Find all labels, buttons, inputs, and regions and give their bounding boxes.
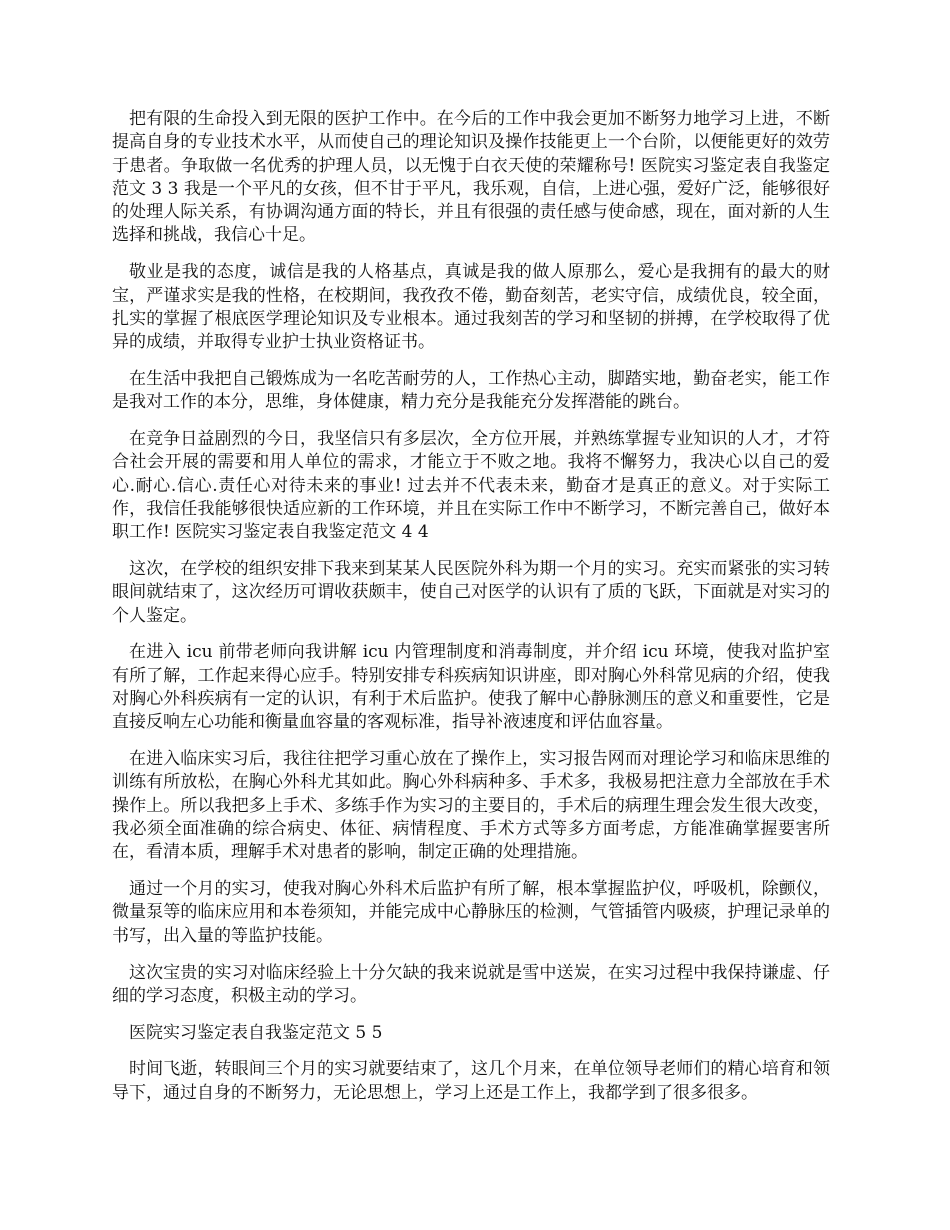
paragraph-3: 在生活中我把自己锻炼成为一名吃苦耐劳的人，工作热心主动，脚踏实地，勤奋老实，能工作是我对工作的本分，思维，身体健康，精力充分是我能充分发挥潜能的跳台。 — [112, 368, 830, 413]
paragraph-9: 这次宝贵的实习对临床经验上十分欠缺的我来说就是雪中送炭，在实习过程中我保持谦虚、仔细的学习态度，积极主动的学习。 — [112, 962, 830, 1006]
section-heading: 医院实习鉴定表自我鉴定范文 5 5 — [129, 1022, 383, 1043]
paragraph-6: 在进入 icu 前带老师向我讲解 icu 内管理制度和消毒制度，并介绍 icu 环境，使我对监护室有所了解，工作起来得心应手。特别安排专科疾病知识讲座，即对胸心外科常见病的介绍，使我对胸心外科疾病有一定的认识，有利于术后监护。使我了解中心静脉测压的意义和重要性，它是直接反响左心功能和衡量血容量的客观标准，指导补液速度和评估血容量。 — [112, 642, 830, 733]
paragraph-7: 在进入临床实习后，我往往把学习重心放在了操作上，实习报告网而对理论学习和临床思维的训练有所放松，在胸心外科尤其如此。胸心外科病种多、手术多，我极易把注意力全部放在手术操作上。所以我把多上手术、多练手作为实习的主要目的，手术后的病理生理会发生很大改变，我必须全面准确的综合病史、体征、病情程度、手术方式等多方面考虑，方能准确掌握要害所在，看清本质，理解手术对患者的影响，制定正确的处理措施。 — [112, 749, 830, 863]
document-body — [112, 108, 830, 1118]
paragraph-4: 在竞争日益剧烈的今日，我坚信只有多层次，全方位开展，并熟练掌握专业知识的人才，才符合社会开展的需要和用人单位的需求，才能立于不败之地。我将不懈努力，我决心以自己的爱心.耐心.信心.责任心对待未来的事业! 过去并不代表未来，勤奋才是真正的意义。对于实际工作，我信任我能够很快适应新的工作环境，并且在实际工作中不断学习，不断完善自己，做好本职工作! 医院实习鉴定表自我鉴定范文 4 4 — [112, 429, 830, 543]
paragraph-1: 把有限的生命投入到无限的医护工作中。在今后的工作中我会更加不断努力地学习上进，不断提高自身的专业技术水平，从而使自己的理论知识及操作技能更上一个台阶，以便能更好的效劳于患者。争取做一名优秀的护理人员，以无愧于白衣天使的荣耀称号! 医院实习鉴定表自我鉴定范文 3 3 我是一个平凡的女孩，但不甘于平凡，我乐观，自信，上进心强，爱好广泛，能够很好的处理人际关系，有协调沟通方面的特长，并且有很强的责任感与使命感，现在，面对新的人生选择和挑战，我信心十足。 — [112, 109, 830, 246]
paragraph-2: 敬业是我的态度，诚信是我的人格基点，真诚是我的做人原那么，爱心是我拥有的最大的财宝，严谨求实是我的性格，在校期间，我孜孜不倦，勤奋刻苦，老实守信，成绩优良，较全面，扎实的掌握了根底医学理论知识及专业根本。通过我刻苦的学习和坚韧的拼搏，在学校取得了优异的成绩，并取得专业护士执业资格证书。 — [112, 262, 830, 353]
paragraph-10: 时间飞逝，转眼间三个月的实习就要结束了，这几个月来，在单位领导老师们的精心培育和领导下，通过自身的不断努力，无论思想上，学习上还是工作上，我都学到了很多很多。 — [112, 1059, 830, 1103]
paragraph-8: 通过一个月的实习，使我对胸心外科术后监护有所了解，根本掌握监护仪，呼吸机，除颤仪，微量泵等的临床应用和本卷须知，并能完成中心静脉压的检测，气管插管内吸痰，护理记录单的书写，出入量的等监护技能。 — [112, 879, 830, 946]
paragraph-5: 这次，在学校的组织安排下我来到某某人民医院外科为期一个月的实习。充实而紧张的实习转眼间就结束了，这次经历可谓收获颇丰，使自己对医学的认识有了质的飞跃，下面就是对实习的个人鉴定。 — [112, 559, 830, 626]
